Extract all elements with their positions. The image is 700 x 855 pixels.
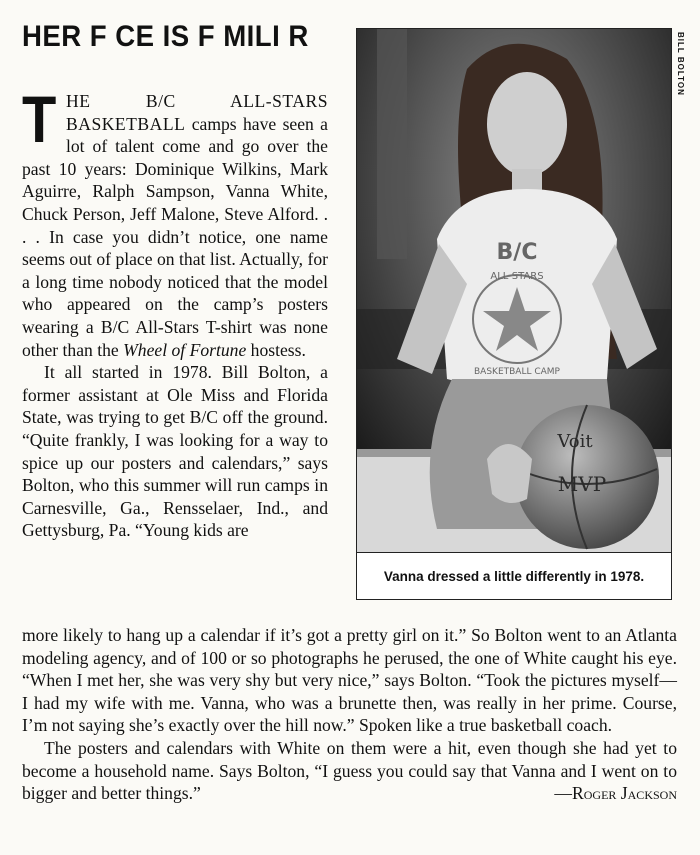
paragraph-1-text: camps have seen a lot of talent come and go over the past 10 years: Dominique Wilkins, Mark Aguirre, Ralph Sampson, Vanna White, Chuck Person, Jeff Malone, Steve Alford. . . . In case you didn’t notice, one name seems out of place on that list. Actually, for a long time nobody noticed that the model who appeared on the camp’s posters wearing a B/C All-Stars T-shirt was none other than the <box>22 113 328 360</box>
article-continuation <box>22 624 677 805</box>
photo-caption: Vanna dressed a little differently in 1978. <box>357 552 671 600</box>
shirt-ring-bottom: BASKETBALL CAMP <box>474 367 560 377</box>
article-column <box>22 82 328 542</box>
paragraph-1 <box>22 82 328 361</box>
paragraph-3-text: The posters and calendars with White on them were a hit, even though she had yet to become a household name. Says Bolton, “I guess you could say that Vanna and I went on to bigger and better things.” <box>22 737 677 804</box>
show-title: Wheel of Fortune <box>123 339 247 360</box>
paragraph-1-end: hostess. <box>246 339 306 360</box>
paragraph-2-column: It all started in 1978. Bill Bolton, a former assistant at Ole Miss and Florida State, was trying to get B/C off the ground. “Quite frankly, I was looking for a way to spice up our posters and calendars,” says Bolton, who this summer will run camps in Carnesville, Ga., Rensselaer, Ind., and Gettysburg, Pa. “Young kids are <box>22 362 328 541</box>
shirt-ring-top: ALL-STARS <box>490 271 544 282</box>
drop-cap: T <box>22 82 57 156</box>
paragraph-2-continued: more likely to hang up a calendar if it’s got a pretty girl on it.” So Bolton went to an Atlanta modeling agency, and of 100 or so photographs he perused, the one of White caught his eye. “When I met her, she was very shy but very nice,” says Bolton. “Took the pictures myself—I had my wife with me. Vanna, who was a brunette then, was really in her prime. Course, I’m not saying she’s exactly over the hill now.” Spoken like a true basketball coach. <box>22 625 677 736</box>
paragraph-3 <box>22 737 677 805</box>
lead-in: HE B/C ALL-STARS BASKETBALL <box>66 91 328 134</box>
photo-frame <box>356 28 672 600</box>
ball-brand: Voit <box>557 431 593 452</box>
shirt-logo: B/C <box>496 240 538 265</box>
headline: HER F CE IS F MILI R <box>22 20 309 53</box>
photo <box>357 29 671 552</box>
photo-credit: BILL BOLTON <box>676 32 685 96</box>
photo-illustration <box>357 29 671 552</box>
ball-model: MVP <box>557 472 607 496</box>
byline: —Roger Jackson <box>554 783 677 804</box>
